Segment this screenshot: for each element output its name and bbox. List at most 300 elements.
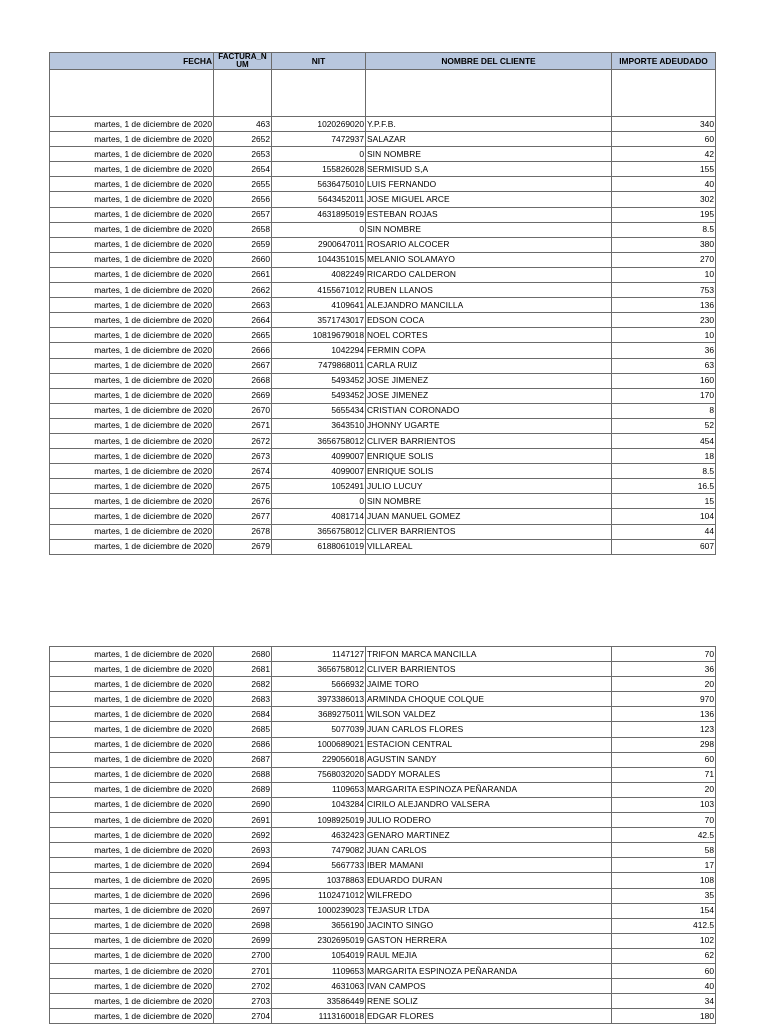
cell-nombre-cliente: VILLAREAL — [366, 539, 612, 554]
table-row — [50, 267, 716, 282]
cell-fecha: martes, 1 de diciembre de 2020 — [50, 177, 214, 192]
cell-importe-adeudado: 154 — [612, 903, 716, 918]
empty-cell — [272, 70, 366, 117]
cell-nit: 1044351015 — [272, 252, 366, 267]
cell-nombre-cliente: JUAN MANUEL GOMEZ — [366, 509, 612, 524]
cell-nit: 3656758012 — [272, 662, 366, 677]
cell-factura-num: 2660 — [214, 252, 272, 267]
cell-nit: 3689275011 — [272, 707, 366, 722]
table-row — [50, 252, 716, 267]
cell-nit: 0 — [272, 494, 366, 509]
cell-importe-adeudado: 63 — [612, 358, 716, 373]
table-row — [50, 283, 716, 298]
cell-importe-adeudado: 10 — [612, 267, 716, 282]
cell-nombre-cliente: CIRILO ALEJANDRO VALSERA — [366, 797, 612, 812]
cell-importe-adeudado: 52 — [612, 418, 716, 433]
cell-importe-adeudado: 607 — [612, 539, 716, 554]
cell-factura-num: 2684 — [214, 707, 272, 722]
table-row — [50, 298, 716, 313]
cell-importe-adeudado: 35 — [612, 888, 716, 903]
cell-factura-num: 2701 — [214, 963, 272, 978]
cell-fecha: martes, 1 de diciembre de 2020 — [50, 843, 214, 858]
cell-importe-adeudado: 155 — [612, 162, 716, 177]
cell-nit: 3643510 — [272, 418, 366, 433]
cell-factura-num: 2696 — [214, 888, 272, 903]
cell-nit: 1052491 — [272, 479, 366, 494]
cell-fecha: martes, 1 de diciembre de 2020 — [50, 388, 214, 403]
cell-nit: 5636475010 — [272, 177, 366, 192]
cell-nit: 4632423 — [272, 828, 366, 843]
cell-factura-num: 2672 — [214, 433, 272, 448]
cell-fecha: martes, 1 de diciembre de 2020 — [50, 539, 214, 554]
invoice-table-top — [49, 52, 716, 555]
cell-nit: 10819679018 — [272, 328, 366, 343]
table-row — [50, 707, 716, 722]
table-row — [50, 358, 716, 373]
cell-factura-num: 2700 — [214, 948, 272, 963]
cell-fecha: martes, 1 de diciembre de 2020 — [50, 267, 214, 282]
cell-fecha: martes, 1 de diciembre de 2020 — [50, 722, 214, 737]
cell-nit: 1147127 — [272, 647, 366, 662]
cell-nit: 7479082 — [272, 843, 366, 858]
cell-nombre-cliente: SERMISUD S,A — [366, 162, 612, 177]
cell-factura-num: 2659 — [214, 237, 272, 252]
cell-importe-adeudado: 180 — [612, 1009, 716, 1024]
cell-importe-adeudado: 123 — [612, 722, 716, 737]
cell-nit: 5655434 — [272, 403, 366, 418]
cell-nombre-cliente: SADDY MORALES — [366, 767, 612, 782]
cell-factura-num: 2661 — [214, 267, 272, 282]
table-row — [50, 539, 716, 554]
cell-importe-adeudado: 15 — [612, 494, 716, 509]
cell-importe-adeudado: 108 — [612, 873, 716, 888]
cell-fecha: martes, 1 de diciembre de 2020 — [50, 662, 214, 677]
cell-importe-adeudado: 70 — [612, 813, 716, 828]
cell-fecha: martes, 1 de diciembre de 2020 — [50, 192, 214, 207]
table-row — [50, 782, 716, 797]
cell-fecha: martes, 1 de diciembre de 2020 — [50, 979, 214, 994]
cell-factura-num: 2657 — [214, 207, 272, 222]
cell-nit: 1043284 — [272, 797, 366, 812]
cell-nombre-cliente: CLIVER BARRIENTOS — [366, 524, 612, 539]
cell-importe-adeudado: 70 — [612, 647, 716, 662]
cell-factura-num: 2698 — [214, 918, 272, 933]
cell-nombre-cliente: RENE SOLIZ — [366, 994, 612, 1009]
cell-factura-num: 2658 — [214, 222, 272, 237]
table-row — [50, 933, 716, 948]
cell-nombre-cliente: CARLA RUIZ — [366, 358, 612, 373]
cell-nombre-cliente: Y.P.F.B. — [366, 117, 612, 132]
table-row — [50, 963, 716, 978]
cell-fecha: martes, 1 de diciembre de 2020 — [50, 433, 214, 448]
cell-fecha: martes, 1 de diciembre de 2020 — [50, 162, 214, 177]
cell-factura-num: 2683 — [214, 692, 272, 707]
cell-nombre-cliente: SALAZAR — [366, 132, 612, 147]
cell-nit: 4082249 — [272, 267, 366, 282]
cell-nit: 1102471012 — [272, 888, 366, 903]
cell-importe-adeudado: 103 — [612, 797, 716, 812]
table-row — [50, 147, 716, 162]
table-row — [50, 524, 716, 539]
cell-fecha: martes, 1 de diciembre de 2020 — [50, 963, 214, 978]
cell-nombre-cliente: JUAN CARLOS — [366, 843, 612, 858]
cell-nit: 33586449 — [272, 994, 366, 1009]
cell-factura-num: 2704 — [214, 1009, 272, 1024]
cell-factura-num: 2655 — [214, 177, 272, 192]
cell-nit: 4099007 — [272, 464, 366, 479]
cell-nombre-cliente: MARGARITA ESPINOZA PEÑARANDA — [366, 963, 612, 978]
cell-importe-adeudado: 104 — [612, 509, 716, 524]
cell-importe-adeudado: 753 — [612, 283, 716, 298]
table-row — [50, 903, 716, 918]
table-row — [50, 858, 716, 873]
cell-importe-adeudado: 58 — [612, 843, 716, 858]
cell-fecha: martes, 1 de diciembre de 2020 — [50, 933, 214, 948]
cell-fecha: martes, 1 de diciembre de 2020 — [50, 449, 214, 464]
cell-fecha: martes, 1 de diciembre de 2020 — [50, 647, 214, 662]
header-factura-num: FACTURA_N UM — [214, 53, 272, 70]
cell-nombre-cliente: GASTON HERRERA — [366, 933, 612, 948]
cell-factura-num: 2682 — [214, 677, 272, 692]
cell-factura-num: 2702 — [214, 979, 272, 994]
cell-nit: 3656190 — [272, 918, 366, 933]
cell-factura-num: 2693 — [214, 843, 272, 858]
cell-nit: 4631063 — [272, 979, 366, 994]
cell-nit: 1098925019 — [272, 813, 366, 828]
cell-fecha: martes, 1 de diciembre de 2020 — [50, 677, 214, 692]
cell-importe-adeudado: 136 — [612, 298, 716, 313]
cell-fecha: martes, 1 de diciembre de 2020 — [50, 903, 214, 918]
cell-nombre-cliente: CLIVER BARRIENTOS — [366, 662, 612, 677]
cell-fecha: martes, 1 de diciembre de 2020 — [50, 1009, 214, 1024]
cell-fecha: martes, 1 de diciembre de 2020 — [50, 283, 214, 298]
cell-factura-num: 2667 — [214, 358, 272, 373]
cell-factura-num: 2668 — [214, 373, 272, 388]
cell-factura-num: 2687 — [214, 752, 272, 767]
cell-factura-num: 2675 — [214, 479, 272, 494]
cell-factura-num: 2691 — [214, 813, 272, 828]
cell-fecha: martes, 1 de diciembre de 2020 — [50, 298, 214, 313]
cell-nombre-cliente: JAIME TORO — [366, 677, 612, 692]
cell-nombre-cliente: NOEL CORTES — [366, 328, 612, 343]
cell-nit: 1054019 — [272, 948, 366, 963]
cell-fecha: martes, 1 de diciembre de 2020 — [50, 888, 214, 903]
cell-factura-num: 2652 — [214, 132, 272, 147]
cell-fecha: martes, 1 de diciembre de 2020 — [50, 828, 214, 843]
table-row — [50, 509, 716, 524]
cell-nit: 2900647011 — [272, 237, 366, 252]
cell-factura-num: 2688 — [214, 767, 272, 782]
cell-nombre-cliente: SIN NOMBRE — [366, 222, 612, 237]
cell-nit: 4109641 — [272, 298, 366, 313]
cell-factura-num: 2671 — [214, 418, 272, 433]
cell-fecha: martes, 1 de diciembre de 2020 — [50, 147, 214, 162]
cell-nit: 1109653 — [272, 963, 366, 978]
cell-fecha: martes, 1 de diciembre de 2020 — [50, 313, 214, 328]
cell-importe-adeudado: 270 — [612, 252, 716, 267]
table-row — [50, 692, 716, 707]
cell-importe-adeudado: 380 — [612, 237, 716, 252]
cell-importe-adeudado: 36 — [612, 662, 716, 677]
cell-nombre-cliente: RICARDO CALDERON — [366, 267, 612, 282]
table-row — [50, 328, 716, 343]
cell-fecha: martes, 1 de diciembre de 2020 — [50, 948, 214, 963]
table-row — [50, 207, 716, 222]
cell-fecha: martes, 1 de diciembre de 2020 — [50, 873, 214, 888]
cell-nombre-cliente: RAUL MEJIA — [366, 948, 612, 963]
cell-nit: 4631895019 — [272, 207, 366, 222]
cell-factura-num: 2670 — [214, 403, 272, 418]
cell-nombre-cliente: TRIFON MARCA MANCILLA — [366, 647, 612, 662]
table-row — [50, 797, 716, 812]
cell-nombre-cliente: SIN NOMBRE — [366, 494, 612, 509]
table-row — [50, 767, 716, 782]
cell-importe-adeudado: 195 — [612, 207, 716, 222]
cell-nit: 1113160018 — [272, 1009, 366, 1024]
cell-nit: 4099007 — [272, 449, 366, 464]
cell-factura-num: 2673 — [214, 449, 272, 464]
table-row — [50, 177, 716, 192]
table-row — [50, 647, 716, 662]
cell-nit: 5667733 — [272, 858, 366, 873]
cell-factura-num: 2674 — [214, 464, 272, 479]
cell-importe-adeudado: 17 — [612, 858, 716, 873]
cell-factura-num: 2690 — [214, 797, 272, 812]
cell-importe-adeudado: 10 — [612, 328, 716, 343]
cell-nombre-cliente: JACINTO SINGO — [366, 918, 612, 933]
cell-factura-num: 2666 — [214, 343, 272, 358]
cell-importe-adeudado: 36 — [612, 343, 716, 358]
cell-nit: 5493452 — [272, 373, 366, 388]
cell-factura-num: 2681 — [214, 662, 272, 677]
cell-nit: 4081714 — [272, 509, 366, 524]
cell-nombre-cliente: EDUARDO DURAN — [366, 873, 612, 888]
cell-fecha: martes, 1 de diciembre de 2020 — [50, 403, 214, 418]
cell-importe-adeudado: 340 — [612, 117, 716, 132]
cell-nit: 1109653 — [272, 782, 366, 797]
cell-importe-adeudado: 44 — [612, 524, 716, 539]
cell-fecha: martes, 1 de diciembre de 2020 — [50, 222, 214, 237]
cell-importe-adeudado: 71 — [612, 767, 716, 782]
table-row — [50, 464, 716, 479]
cell-nombre-cliente: EDSON COCA — [366, 313, 612, 328]
cell-factura-num: 2679 — [214, 539, 272, 554]
cell-nit: 7479868011 — [272, 358, 366, 373]
cell-nombre-cliente: FERMIN COPA — [366, 343, 612, 358]
table-row — [50, 388, 716, 403]
table-row — [50, 888, 716, 903]
cell-importe-adeudado: 970 — [612, 692, 716, 707]
cell-fecha: martes, 1 de diciembre de 2020 — [50, 373, 214, 388]
cell-nit: 2302695019 — [272, 933, 366, 948]
cell-nit: 6188061019 — [272, 539, 366, 554]
table-row — [50, 948, 716, 963]
table-row — [50, 979, 716, 994]
cell-factura-num: 2677 — [214, 509, 272, 524]
table-row — [50, 132, 716, 147]
cell-fecha: martes, 1 de diciembre de 2020 — [50, 117, 214, 132]
cell-factura-num: 463 — [214, 117, 272, 132]
cell-fecha: martes, 1 de diciembre de 2020 — [50, 737, 214, 752]
cell-nombre-cliente: JOSE JIMENEZ — [366, 388, 612, 403]
cell-nit: 5077039 — [272, 722, 366, 737]
cell-importe-adeudado: 20 — [612, 677, 716, 692]
table-row — [50, 418, 716, 433]
cell-importe-adeudado: 230 — [612, 313, 716, 328]
cell-importe-adeudado: 60 — [612, 752, 716, 767]
cell-importe-adeudado: 136 — [612, 707, 716, 722]
cell-nit: 3973386013 — [272, 692, 366, 707]
header-fecha: FECHA — [50, 53, 214, 70]
cell-nit: 3571743017 — [272, 313, 366, 328]
cell-fecha: martes, 1 de diciembre de 2020 — [50, 858, 214, 873]
cell-nombre-cliente: JULIO LUCUY — [366, 479, 612, 494]
cell-factura-num: 2703 — [214, 994, 272, 1009]
cell-fecha: martes, 1 de diciembre de 2020 — [50, 207, 214, 222]
cell-importe-adeudado: 18 — [612, 449, 716, 464]
empty-cell — [612, 70, 716, 117]
table-row — [50, 373, 716, 388]
cell-nit: 5493452 — [272, 388, 366, 403]
cell-nombre-cliente: JOSE JIMENEZ — [366, 373, 612, 388]
table-row — [50, 192, 716, 207]
table-row — [50, 752, 716, 767]
cell-nombre-cliente: IBER MAMANI — [366, 858, 612, 873]
header-nit: NIT — [272, 53, 366, 70]
table-row — [50, 343, 716, 358]
cell-nit: 229056018 — [272, 752, 366, 767]
cell-factura-num: 2662 — [214, 283, 272, 298]
cell-importe-adeudado: 40 — [612, 979, 716, 994]
cell-nombre-cliente: ESTEBAN ROJAS — [366, 207, 612, 222]
cell-nombre-cliente: AGUSTIN SANDY — [366, 752, 612, 767]
cell-nombre-cliente: MARGARITA ESPINOZA PEÑARANDA — [366, 782, 612, 797]
cell-factura-num: 2699 — [214, 933, 272, 948]
table-row — [50, 737, 716, 752]
empty-cell — [214, 70, 272, 117]
cell-nombre-cliente: JULIO RODERO — [366, 813, 612, 828]
cell-nombre-cliente: CLIVER BARRIENTOS — [366, 433, 612, 448]
table-row — [50, 433, 716, 448]
cell-nit: 0 — [272, 147, 366, 162]
cell-fecha: martes, 1 de diciembre de 2020 — [50, 509, 214, 524]
cell-nombre-cliente: JOSE MIGUEL ARCE — [366, 192, 612, 207]
cell-fecha: martes, 1 de diciembre de 2020 — [50, 524, 214, 539]
cell-nombre-cliente: TEJASUR LTDA — [366, 903, 612, 918]
cell-fecha: martes, 1 de diciembre de 2020 — [50, 494, 214, 509]
cell-factura-num: 2669 — [214, 388, 272, 403]
empty-row — [50, 70, 716, 117]
table-row — [50, 494, 716, 509]
header-nombre-cliente: NOMBRE DEL CLIENTE — [366, 53, 612, 70]
table-row — [50, 162, 716, 177]
cell-factura-num: 2694 — [214, 858, 272, 873]
cell-fecha: martes, 1 de diciembre de 2020 — [50, 479, 214, 494]
cell-importe-adeudado: 298 — [612, 737, 716, 752]
table-row — [50, 828, 716, 843]
cell-nit: 3656758012 — [272, 524, 366, 539]
cell-nit: 7568032020 — [272, 767, 366, 782]
cell-fecha: martes, 1 de diciembre de 2020 — [50, 752, 214, 767]
table-row — [50, 843, 716, 858]
cell-nombre-cliente: SIN NOMBRE — [366, 147, 612, 162]
cell-nombre-cliente: ESTACION CENTRAL — [366, 737, 612, 752]
cell-nombre-cliente: IVAN CAMPOS — [366, 979, 612, 994]
cell-nombre-cliente: GENARO MARTINEZ — [366, 828, 612, 843]
cell-importe-adeudado: 8.5 — [612, 222, 716, 237]
cell-factura-num: 2663 — [214, 298, 272, 313]
cell-factura-num: 2676 — [214, 494, 272, 509]
cell-nombre-cliente: LUIS FERNANDO — [366, 177, 612, 192]
cell-factura-num: 2689 — [214, 782, 272, 797]
cell-nombre-cliente: CRISTIAN CORONADO — [366, 403, 612, 418]
cell-importe-adeudado: 60 — [612, 132, 716, 147]
cell-factura-num: 2680 — [214, 647, 272, 662]
cell-fecha: martes, 1 de diciembre de 2020 — [50, 252, 214, 267]
cell-importe-adeudado: 170 — [612, 388, 716, 403]
cell-fecha: martes, 1 de diciembre de 2020 — [50, 813, 214, 828]
cell-importe-adeudado: 302 — [612, 192, 716, 207]
invoice-table-bottom — [49, 646, 716, 1024]
table-row — [50, 403, 716, 418]
cell-nombre-cliente: ENRIQUE SOLIS — [366, 464, 612, 479]
cell-fecha: martes, 1 de diciembre de 2020 — [50, 418, 214, 433]
cell-factura-num: 2695 — [214, 873, 272, 888]
cell-fecha: martes, 1 de diciembre de 2020 — [50, 797, 214, 812]
cell-factura-num: 2656 — [214, 192, 272, 207]
cell-importe-adeudado: 42 — [612, 147, 716, 162]
cell-nit: 0 — [272, 222, 366, 237]
cell-nombre-cliente: WILFREDO — [366, 888, 612, 903]
cell-fecha: martes, 1 de diciembre de 2020 — [50, 918, 214, 933]
table-row — [50, 1009, 716, 1024]
table-row — [50, 918, 716, 933]
cell-factura-num: 2665 — [214, 328, 272, 343]
cell-fecha: martes, 1 de diciembre de 2020 — [50, 237, 214, 252]
cell-nombre-cliente: JUAN CARLOS FLORES — [366, 722, 612, 737]
cell-nit: 10378863 — [272, 873, 366, 888]
cell-fecha: martes, 1 de diciembre de 2020 — [50, 464, 214, 479]
table-row — [50, 117, 716, 132]
header-row — [50, 53, 716, 70]
cell-importe-adeudado: 40 — [612, 177, 716, 192]
cell-fecha: martes, 1 de diciembre de 2020 — [50, 707, 214, 722]
cell-nit: 5643452011 — [272, 192, 366, 207]
cell-importe-adeudado: 412.5 — [612, 918, 716, 933]
cell-factura-num: 2653 — [214, 147, 272, 162]
cell-factura-num: 2654 — [214, 162, 272, 177]
table-row — [50, 813, 716, 828]
cell-importe-adeudado: 102 — [612, 933, 716, 948]
cell-factura-num: 2678 — [214, 524, 272, 539]
table-row — [50, 222, 716, 237]
cell-nombre-cliente: ALEJANDRO MANCILLA — [366, 298, 612, 313]
cell-importe-adeudado: 20 — [612, 782, 716, 797]
empty-cell — [366, 70, 612, 117]
cell-factura-num: 2685 — [214, 722, 272, 737]
table-row — [50, 873, 716, 888]
cell-importe-adeudado: 454 — [612, 433, 716, 448]
cell-importe-adeudado: 8 — [612, 403, 716, 418]
cell-importe-adeudado: 160 — [612, 373, 716, 388]
cell-nit: 1020269020 — [272, 117, 366, 132]
cell-factura-num: 2692 — [214, 828, 272, 843]
cell-nombre-cliente: JHONNY UGARTE — [366, 418, 612, 433]
table-row — [50, 237, 716, 252]
cell-fecha: martes, 1 de diciembre de 2020 — [50, 994, 214, 1009]
header-importe-adeudado: IMPORTE ADEUDADO — [612, 53, 716, 70]
cell-fecha: martes, 1 de diciembre de 2020 — [50, 328, 214, 343]
